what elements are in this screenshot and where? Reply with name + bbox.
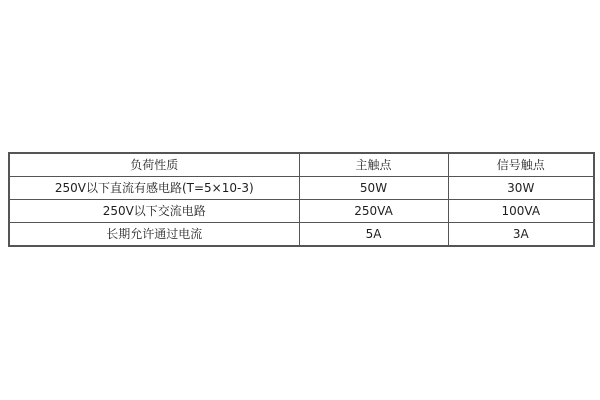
header-cell-load-nature: 负荷性质: [9, 153, 299, 177]
cell-load-ac-circuit: 250V以下交流电路: [9, 200, 299, 223]
table-header-row: [9, 153, 594, 177]
cell-signal-ac-rating: 100VA: [448, 200, 594, 223]
table-row: [9, 200, 594, 223]
table-row: [9, 177, 594, 200]
cell-main-dc-rating: 50W: [299, 177, 448, 200]
header-cell-main-contact: 主触点: [299, 153, 448, 177]
header-cell-signal-contact: 信号触点: [448, 153, 594, 177]
cell-signal-dc-rating: 30W: [448, 177, 594, 200]
cell-main-ac-rating: 250VA: [299, 200, 448, 223]
cell-load-continuous-current: 长期允许通过电流: [9, 223, 299, 247]
load-spec-table: [8, 152, 595, 247]
cell-main-current-rating: 5A: [299, 223, 448, 247]
cell-load-dc-inductive: 250V以下直流有感电路(T=5×10-3): [9, 177, 299, 200]
table-row: [9, 223, 594, 247]
cell-signal-current-rating: 3A: [448, 223, 594, 247]
